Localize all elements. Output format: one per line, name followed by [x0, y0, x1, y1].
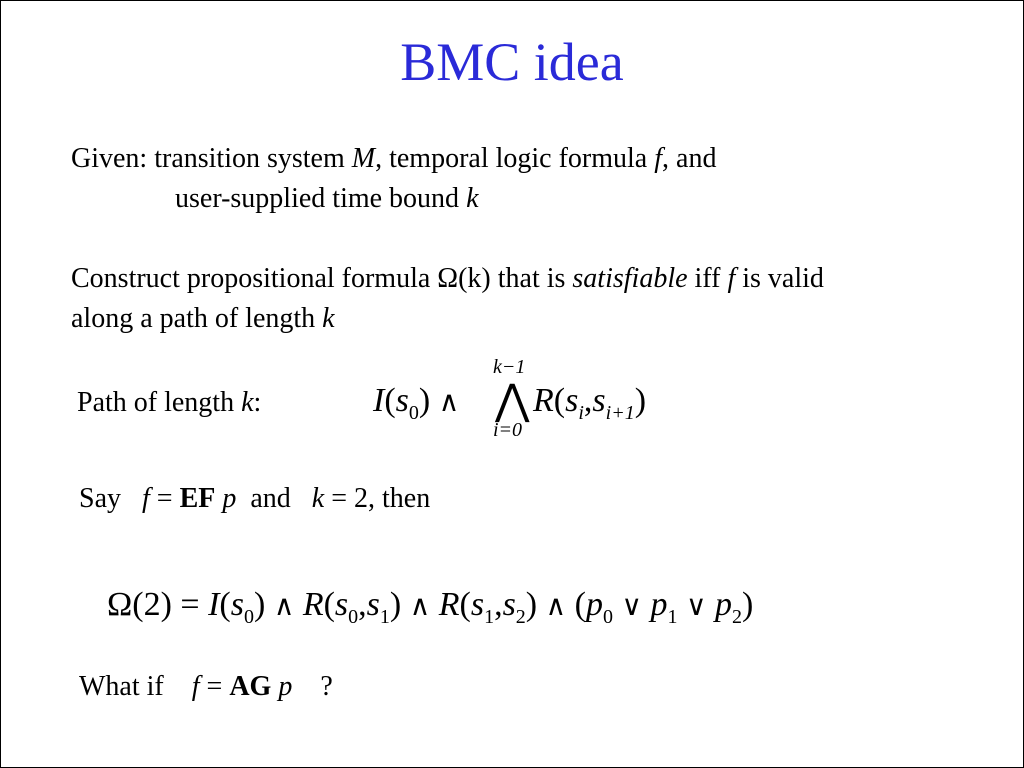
formula-subi: i	[578, 402, 584, 424]
given-line-1	[71, 139, 716, 179]
given-f: f	[654, 143, 663, 174]
given-text-3: , and	[662, 143, 717, 174]
omega-R2-sub1: 1	[484, 606, 495, 628]
say-k: k	[311, 483, 325, 514]
say-eq2: = 2, then	[331, 483, 431, 514]
omega-R1-s1: s	[366, 586, 380, 623]
whatif-AG: AG	[229, 671, 272, 702]
omega-I: I	[208, 586, 220, 623]
omega-and-1: ∧	[273, 591, 295, 622]
formula-s: s	[395, 382, 409, 419]
omega-p-sub2: 2	[731, 606, 742, 628]
whatif-eq: =	[206, 671, 223, 702]
whatif-f: f	[191, 671, 200, 702]
formula-si1: s	[592, 382, 606, 419]
omega-and-3: ∧	[545, 591, 567, 622]
omega-R1: R	[302, 586, 324, 623]
omega-R1-s0: s	[334, 586, 349, 623]
omega-R1-sub1: 1	[379, 606, 390, 628]
path-label	[77, 383, 261, 423]
construct-satisfiable: satisfiable	[572, 263, 688, 294]
given-label: Given:	[71, 143, 148, 174]
formula-sub0: 0	[408, 402, 419, 424]
given-M: M	[351, 143, 376, 174]
omega-R2-s1: s	[470, 586, 485, 623]
given-line2-text: user-supplied time bound	[175, 183, 460, 214]
omega-lhs: Ω(2) =	[107, 586, 200, 623]
slide-title: BMC idea	[400, 32, 624, 92]
omega-R2: R	[438, 586, 460, 623]
path-k: k	[241, 387, 254, 418]
omega-R1-sub0: 0	[348, 606, 359, 628]
omega-or-2: ∨	[685, 591, 707, 622]
path-colon: :	[253, 387, 262, 418]
bigand-upper-limit: k−1	[493, 356, 526, 378]
omega-sub0: 0	[243, 606, 254, 628]
path-label-text: Path of length	[77, 387, 235, 418]
say-eq: =	[156, 483, 173, 514]
given-text-1: transition system	[154, 143, 345, 174]
omega-formula: $\Omega(2) = I(s_0)$ ∧ $R(s_0,s_1)$ ∧ $R(s_1,s_2)$ ∧ ($p_0$ ∨ $p_1$ ∨ $p_2$)	[107, 586, 754, 628]
construct-text-1: Construct propositional formula Ω(k) that is	[71, 263, 566, 294]
omega-p2: p	[714, 586, 732, 623]
big-and-symbol: ⋀	[495, 378, 530, 424]
given-text-2: , temporal logic formula	[375, 143, 648, 174]
whatif-text: What if	[79, 671, 164, 702]
construct-k: k	[322, 303, 335, 334]
construct-text-2: iff	[694, 263, 721, 294]
say-and: and	[250, 483, 291, 514]
formula-and: ∧	[438, 387, 460, 418]
say-line	[79, 479, 430, 519]
formula-R: R	[533, 382, 554, 419]
path-formula-R: $R(s_i,s_{i+1})$	[533, 382, 647, 424]
whatif-p: p	[278, 671, 293, 702]
omega-R2-sub2: 2	[515, 606, 526, 628]
bigand-lower-limit: i=0	[493, 419, 523, 441]
omega-s0: s	[230, 586, 244, 623]
omega-p-sub1: 1	[667, 606, 678, 628]
construct-line2-text: along a path of length	[71, 303, 316, 334]
formula-I: I	[373, 382, 385, 419]
omega-and-2: ∧	[409, 591, 431, 622]
given-k: k	[466, 183, 479, 214]
path-formula: $I(s_0)$ ∧	[373, 382, 460, 424]
omega-p-sub0: 0	[602, 606, 613, 628]
say-p: p	[222, 483, 237, 514]
omega-p0: p	[585, 586, 603, 623]
omega-p1: p	[650, 586, 668, 623]
say-word: Say	[79, 483, 121, 514]
omega-R2-s2: s	[502, 586, 516, 623]
construct-line-1	[71, 259, 824, 299]
construct-line-2	[71, 299, 335, 339]
say-EF: EF	[179, 483, 216, 514]
say-f: f	[142, 483, 150, 514]
construct-text-3: is valid	[742, 263, 824, 294]
whatif-question: ?	[320, 671, 333, 702]
formula-si: s	[565, 382, 579, 419]
construct-f: f	[727, 263, 736, 294]
formula-subi1: i+1	[605, 402, 635, 424]
omega-or-1: ∨	[621, 591, 642, 622]
whatif-line	[79, 667, 333, 707]
given-line-2	[175, 179, 479, 219]
